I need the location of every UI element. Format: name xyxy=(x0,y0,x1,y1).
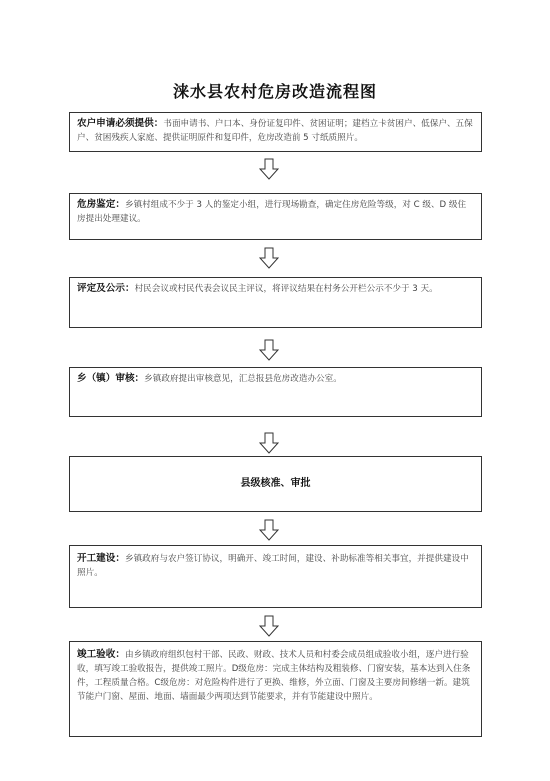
down-arrow-icon xyxy=(259,615,279,637)
step-house-assessment xyxy=(69,193,482,240)
down-arrow-icon xyxy=(259,339,279,361)
step-body: 由乡镇政府组织包村干部、民政、财政、技术人员和村委会成员组成验收小组，逐户进行验收，填写竣工验收报告，提供竣工照片。D级危房：完成主体结构及粗装修、门窗安装，基本达到入住条件，工程质量合格。C级危房：对危险构件进行了更换、维修，外立面、门窗及主要房间修缮一新。建筑节能户门窗、屋面、地面、墙面最少两项达到节能要求，并有节能建设中照片。 xyxy=(77,650,471,702)
down-arrow-icon xyxy=(259,247,279,269)
step-evaluation-publicity xyxy=(69,277,482,328)
page-title: 涞水县农村危房改造流程图 xyxy=(172,82,377,101)
step-application xyxy=(69,112,482,152)
step-heading: 开工建设： xyxy=(77,553,125,564)
step-body: 村民会议或村民代表会议民主评议，将评议结果在村务公开栏公示不少于 3 天。 xyxy=(134,284,438,294)
step-heading: 危房鉴定： xyxy=(77,199,125,210)
down-arrow-icon xyxy=(259,158,279,180)
step-body: 乡镇政府提出审核意见，汇总报县危房改造办公室。 xyxy=(144,374,342,384)
step-heading: 竣工验收： xyxy=(77,649,125,660)
step-county-approval xyxy=(69,456,482,512)
step-completion-acceptance xyxy=(69,641,482,737)
step-body: 乡镇村组成不少于 3 人的鉴定小组，进行现场勘查，确定住房危险等级，对 C 级、D 级住房提出处理建议。 xyxy=(77,200,467,224)
step-heading: 乡（镇）审核： xyxy=(77,373,145,384)
step-body: 乡镇政府与农户签订协议，明确开、竣工时间，建设、补助标准等相关事宜，并提供建设中照片。 xyxy=(77,554,469,578)
step-heading: 县级核准、审批 xyxy=(240,478,311,489)
step-construction-start xyxy=(69,545,482,608)
down-arrow-icon xyxy=(259,519,279,541)
step-heading: 农户申请必须提供： xyxy=(77,118,164,129)
step-heading: 评定及公示： xyxy=(77,283,135,294)
down-arrow-icon xyxy=(259,432,279,454)
step-township-review xyxy=(69,367,482,417)
step-body: 书面申请书、户口本、身份证复印件、贫困证明；建档立卡贫困户、低保户、五保户、贫困残疾人家庭、提供证明原件和复印件，危房改造前 5 寸纸质照片。 xyxy=(77,119,473,143)
